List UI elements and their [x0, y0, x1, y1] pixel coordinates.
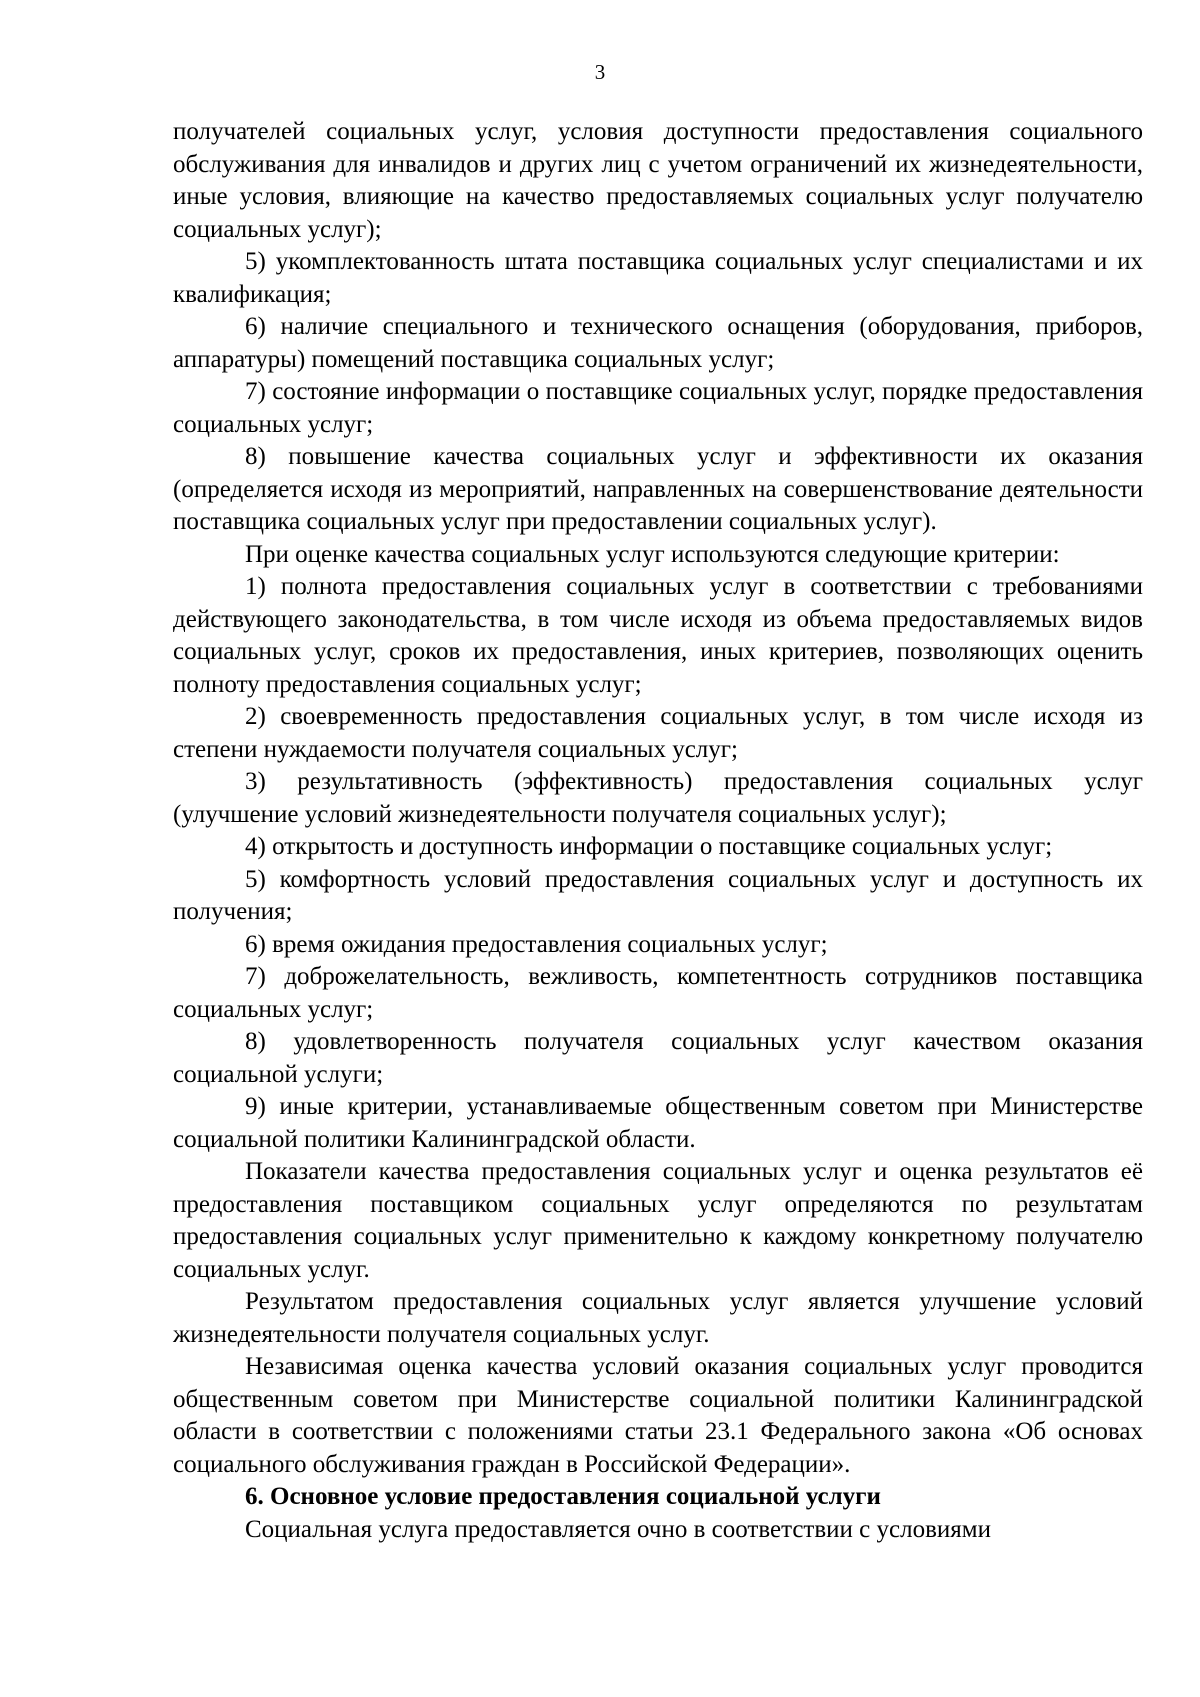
- criterion-4-openness: 4) открытость и доступность информации о поставщике социальных услуг;: [245, 833, 1053, 860]
- criterion-3-effectiveness: 3) результативность (эффективность) предоставления социальных услуг (улучшение условий жизнедеятельности получателя социальных услуг);: [173, 768, 1143, 828]
- list-item-8-quality-improvement: 8) повышение качества социальных услуг и эффективности их оказания (определяется исходя из мероприятий, направленных на совершенствование деятельности поставщика социальных услуг при предоставлении социальных услуг).: [173, 443, 1143, 535]
- result-paragraph: Результатом предоставления социальных услуг является улучшение условий жизнедеятельности получателя социальных услуг.: [173, 1288, 1143, 1348]
- criterion-8-satisfaction: 8) удовлетворенность получателя социальных услуг качеством оказания социальной услуги;: [173, 1028, 1143, 1088]
- section-6-first-line: Социальная услуга предоставляется очно в соответствии с условиями: [245, 1515, 991, 1543]
- independent-assessment-paragraph: Независимая оценка качества условий оказания социальных услуг проводится общественным советом при Министерстве социальной политики Калининградской области в соответствии с положениями статьи 23.1 Федерального закона «Об основах социального обслуживания граждан в Российской Федерации».: [173, 1353, 1143, 1478]
- criterion-1-completeness: 1) полнота предоставления социальных услуг в соответствии с требованиями действующего законодательства, в том числе исходя из объема предоставляемых видов социальных услуг, сроков их предоставления, иных критериев, позволяющих оценить полноту предоставления социальных услуг;: [173, 573, 1143, 698]
- section-heading-6: 6. Основное условие предоставления социальной услуги: [245, 1483, 881, 1510]
- paragraph-continuation: получателей социальных услуг, условия доступности предоставления социального обслуживания для инвалидов и других лиц с учетом ограничений их жизнедеятельности, иные условия, влияющие на качество предоставляемых социальных услуг получателю социальных услуг);: [173, 118, 1143, 243]
- criterion-7-courtesy: 7) доброжелательность, вежливость, компетентность сотрудников поставщика социальных услуг;: [173, 963, 1143, 1023]
- document-body: [173, 116, 1143, 1546]
- page-number: 3: [594, 60, 606, 84]
- criteria-intro: При оценке качества социальных услуг используются следующие критерии:: [245, 540, 1060, 568]
- list-item-6-equipment: 6) наличие специального и технического оснащения (оборудования, приборов, аппаратуры) помещений поставщика социальных услуг;: [173, 313, 1143, 373]
- criterion-2-timeliness: 2) своевременность предоставления социальных услуг, в том числе исходя из степени нуждаемости получателя социальных услуг;: [173, 703, 1143, 763]
- criterion-6-waiting-time: 6) время ожидания предоставления социальных услуг;: [245, 930, 828, 958]
- quality-indicators-paragraph: Показатели качества предоставления социальных услуг и оценка результатов её предоставления поставщиком социальных услуг определяются по результатам предоставления социальных услуг применительно к каждому конкретному получателю социальных услуг.: [173, 1158, 1143, 1283]
- criterion-9-other: 9) иные критерии, устанавливаемые общественным советом при Министерстве социальной политики Калининградской области.: [173, 1093, 1143, 1153]
- list-item-5-staffing: 5) укомплектованность штата поставщика социальных услуг специалистами и их квалификация;: [173, 248, 1143, 308]
- list-item-7-information: 7) состояние информации о поставщике социальных услуг, порядке предоставления социальных услуг;: [173, 378, 1143, 438]
- criterion-5-comfort: 5) комфортность условий предоставления социальных услуг и доступность их получения;: [173, 865, 1143, 925]
